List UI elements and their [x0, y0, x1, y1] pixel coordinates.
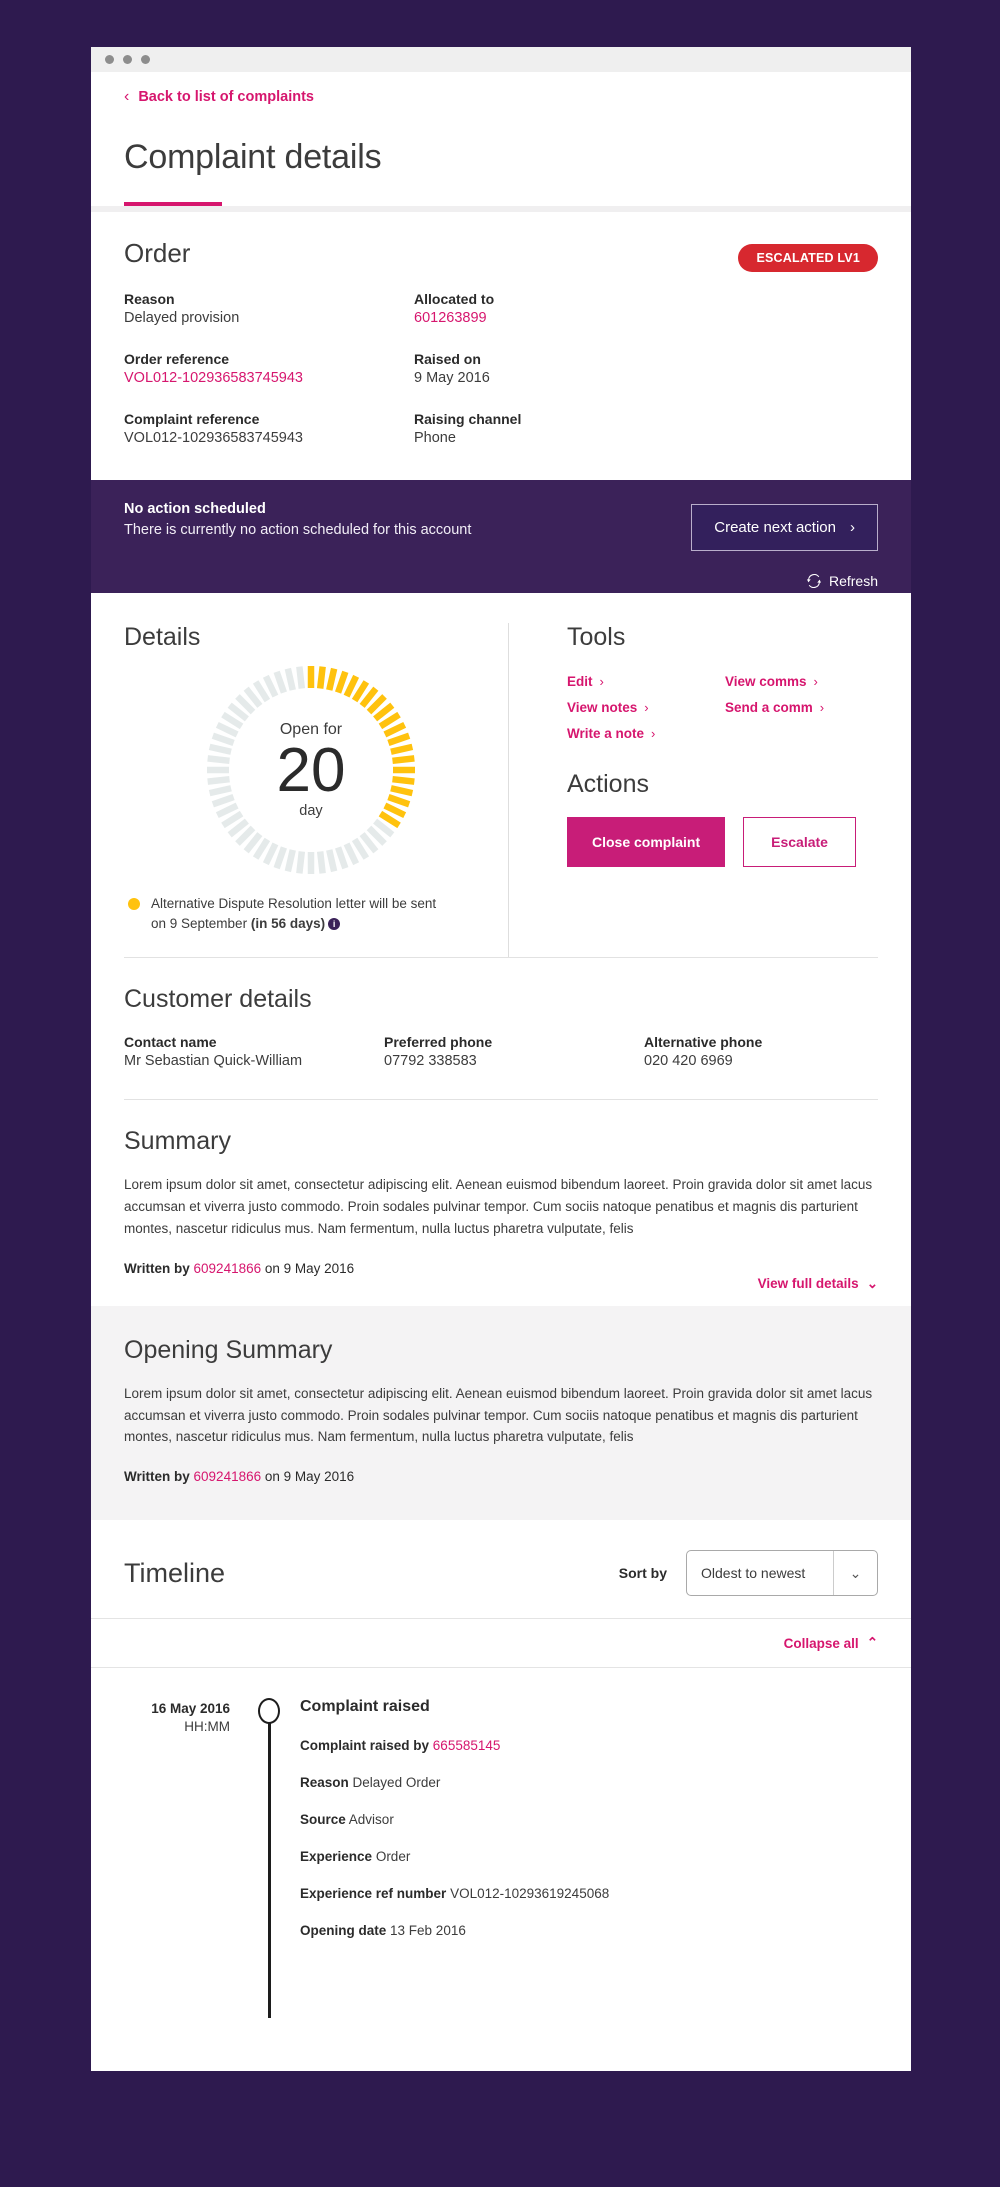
create-next-action-label: Create next action	[714, 519, 836, 536]
order-field	[414, 351, 878, 386]
order-field	[414, 411, 878, 446]
tool-link-view-notes[interactable]	[567, 700, 725, 715]
timeline-entry-content	[282, 1698, 878, 1978]
status-badge: ESCALATED LV1	[738, 244, 878, 272]
tools-links-grid	[567, 674, 878, 741]
action-bar-subtitle: There is currently no action scheduled for this account	[124, 522, 472, 538]
timeline-field	[300, 1775, 878, 1790]
adr-note	[124, 894, 498, 933]
tool-link-send-a-comm[interactable]	[725, 700, 878, 715]
collapse-all-label: Collapse all	[783, 1635, 859, 1651]
field-value: Mr Sebastian Quick-William	[124, 1053, 303, 1070]
field-value-link[interactable]: VOL012-102936583745943	[124, 370, 303, 386]
timeline-field	[300, 1886, 878, 1901]
order-card	[91, 212, 911, 480]
customer-details-block	[91, 958, 911, 1099]
written-on-date: on 9 May 2016	[261, 1469, 355, 1485]
timeline-field	[300, 1923, 878, 1938]
field-label: Raising channel	[414, 411, 522, 427]
written-by-label: Written by	[124, 1260, 190, 1276]
timeline-field-value: 13 Feb 2016	[390, 1923, 466, 1939]
back-link-label: Back to list of complaints	[138, 89, 314, 105]
chevron-right-icon: ›	[651, 726, 656, 741]
refresh-button[interactable]	[807, 573, 878, 589]
summary-heading: Summary	[124, 1127, 231, 1156]
tool-link-label: View notes	[567, 700, 638, 715]
timeline-date: 16 May 2016	[151, 1701, 230, 1717]
written-on-date: on 9 May 2016	[261, 1260, 355, 1276]
summary-body: Lorem ipsum dolor sit amet, consectetur adipiscing elit. Aenean euismod bibendum laoreet. Proin gravida dolor sit amet lacus accumsan et viverra justo commodo. Proin sodales pulvinar tempor. Cum sociis natoque penatibus et magnis dis parturient montes, nascetur ridiculus mus. Nam fermentum, nulla luctus pharetra vulputate, felis	[124, 1177, 873, 1236]
chevron-down-icon: ⌄	[866, 1275, 878, 1291]
timeline-header	[91, 1520, 911, 1618]
chevron-left-icon: ‹	[124, 88, 130, 105]
written-by-user-id[interactable]: 609241866	[193, 1469, 262, 1485]
gauge-value: 20	[276, 735, 346, 805]
field-label: Reason	[124, 291, 175, 307]
actions-heading: Actions	[567, 770, 649, 798]
collapse-all-row	[91, 1618, 911, 1668]
order-field	[124, 291, 414, 326]
details-column	[124, 623, 509, 957]
customer-field-grid	[124, 1034, 878, 1069]
order-heading: Order	[124, 238, 191, 268]
scheduled-action-bar	[91, 480, 911, 593]
customer-details-heading: Customer details	[124, 985, 312, 1014]
timeline-raised-by	[300, 1738, 878, 1753]
timeline-entry	[91, 1668, 911, 1978]
summary-written-by	[124, 1261, 878, 1276]
sort-select[interactable]	[686, 1550, 878, 1596]
written-by-label: Written by	[124, 1469, 190, 1485]
details-heading: Details	[124, 623, 201, 651]
timeline-sort-control	[619, 1550, 878, 1596]
field-label: Preferred phone	[384, 1034, 493, 1051]
summary-block	[91, 1100, 911, 1306]
raised-by-label: Complaint raised by	[300, 1738, 430, 1754]
tool-link-view-comms[interactable]	[725, 674, 878, 689]
timeline-axis	[252, 1698, 282, 1978]
tool-link-label: View comms	[725, 674, 807, 689]
sort-by-label: Sort by	[618, 1565, 667, 1582]
collapse-all-link[interactable]	[784, 1635, 878, 1651]
gauge-unit: day	[299, 803, 323, 820]
field-label: Contact name	[124, 1034, 217, 1051]
back-to-list-link[interactable]	[124, 72, 878, 105]
timeline-field	[300, 1812, 878, 1827]
escalate-button[interactable]: Escalate	[743, 817, 856, 867]
actions-button-row	[567, 817, 878, 867]
customer-field	[384, 1034, 644, 1069]
order-field-grid	[124, 291, 878, 446]
timeline-heading: Timeline	[124, 1557, 226, 1588]
create-next-action-button[interactable]	[691, 504, 878, 551]
note-bullet-icon	[128, 898, 140, 910]
order-field	[124, 411, 414, 446]
field-value: 9 May 2016	[414, 370, 490, 386]
chevron-up-icon: ⌃	[866, 1635, 878, 1651]
field-label: Raised on	[414, 351, 481, 367]
opening-summary-written-by	[124, 1469, 878, 1484]
order-field	[124, 351, 414, 386]
tool-link-edit[interactable]	[567, 674, 725, 689]
timeline-field-value: Delayed Order	[352, 1775, 441, 1791]
page-title: Complaint details	[124, 138, 382, 176]
refresh-icon	[807, 574, 821, 588]
opening-summary-body: Lorem ipsum dolor sit amet, consectetur adipiscing elit. Aenean euismod bibendum laoreet. Proin gravida dolor sit amet lacus accumsan et viverra justo commodo. Proin sodales pulvinar tempor. Cum sociis natoque penatibus et magnis dis parturient montes, nascetur ridiculus mus. Nam fermentum, nulla luctus pharetra vulputate, felis	[124, 1385, 873, 1445]
chevron-right-icon: ›	[850, 519, 855, 536]
refresh-label: Refresh	[828, 573, 878, 589]
field-value: 07792 338583	[384, 1053, 477, 1070]
window-dot-1[interactable]	[105, 55, 114, 64]
gauge-wrapper	[124, 662, 498, 878]
timeline-line	[268, 1718, 271, 2018]
gauge-center-labels	[203, 662, 419, 878]
timeline-field-label: Experience ref number	[300, 1886, 447, 1902]
tool-link-label: Send a comm	[725, 700, 813, 715]
opening-summary-block	[91, 1306, 911, 1521]
timeline-field-label: Opening date	[300, 1923, 387, 1939]
chevron-right-icon: ›	[599, 674, 604, 689]
chevron-right-icon: ›	[819, 700, 825, 715]
field-value: Phone	[414, 430, 456, 446]
timeline-field-value: Order	[375, 1849, 411, 1865]
view-full-details-label: View full details	[757, 1276, 859, 1292]
timeline-entry-date	[124, 1698, 252, 1978]
tools-heading: Tools	[567, 623, 626, 651]
timeline-field-label: Reason	[300, 1775, 349, 1791]
timeline-field	[300, 1849, 878, 1864]
tool-link-label: Write a note	[567, 726, 645, 741]
customer-field	[124, 1034, 384, 1069]
note-text: Alternative Dispute Resolution letter will be sent on 9 September	[151, 896, 437, 931]
window-chrome	[91, 47, 911, 72]
page-header	[91, 72, 911, 206]
timeline-field-label: Experience	[300, 1849, 373, 1865]
customer-field	[644, 1034, 878, 1069]
close-complaint-button[interactable]: Close complaint	[567, 817, 725, 867]
timeline-field-value: VOL012-10293619245068	[450, 1886, 610, 1902]
chevron-right-icon: ›	[644, 700, 649, 715]
open-for-gauge	[203, 662, 419, 878]
info-icon[interactable]: i	[328, 918, 340, 930]
written-by-user-id[interactable]: 609241866	[193, 1260, 262, 1276]
field-value: VOL012-102936583745943	[124, 430, 303, 446]
browser-window	[91, 47, 911, 2071]
sort-select-value: Oldest to newest	[701, 1565, 806, 1582]
window-dot-2[interactable]	[123, 55, 132, 64]
timeline-field-label: Source	[300, 1812, 346, 1828]
window-dot-3[interactable]	[141, 55, 150, 64]
field-label: Complaint reference	[124, 411, 260, 427]
field-label: Order reference	[124, 351, 230, 367]
tool-link-label: Edit	[567, 674, 593, 689]
chevron-right-icon: ›	[813, 674, 818, 689]
timeline-time: HH:MM	[184, 1719, 230, 1735]
field-label: Alternative phone	[644, 1034, 763, 1051]
chevron-down-icon: ⌄	[833, 1551, 877, 1595]
field-value-link[interactable]: 601263899	[414, 310, 487, 326]
order-field	[414, 291, 878, 326]
timeline-field-value: Advisor	[348, 1812, 394, 1828]
timeline-node-icon	[258, 1698, 280, 1724]
field-value: 020 420 6969	[644, 1053, 733, 1070]
note-countdown: (in 56 days)	[250, 915, 326, 931]
timeline-entry-title: Complaint raised	[300, 1698, 430, 1716]
field-label: Allocated to	[414, 291, 495, 307]
raised-by-user-id[interactable]: 665585145	[432, 1738, 501, 1754]
details-tools-panel	[91, 593, 911, 1978]
tool-link-write-a-note[interactable]	[567, 726, 725, 741]
field-value: Delayed provision	[124, 310, 240, 326]
action-bar-title: No action scheduled	[124, 501, 266, 517]
gauge-top-label: Open for	[279, 720, 343, 738]
view-full-details-link[interactable]	[758, 1276, 878, 1292]
tools-column	[509, 623, 878, 957]
opening-summary-heading: Opening Summary	[124, 1335, 333, 1364]
